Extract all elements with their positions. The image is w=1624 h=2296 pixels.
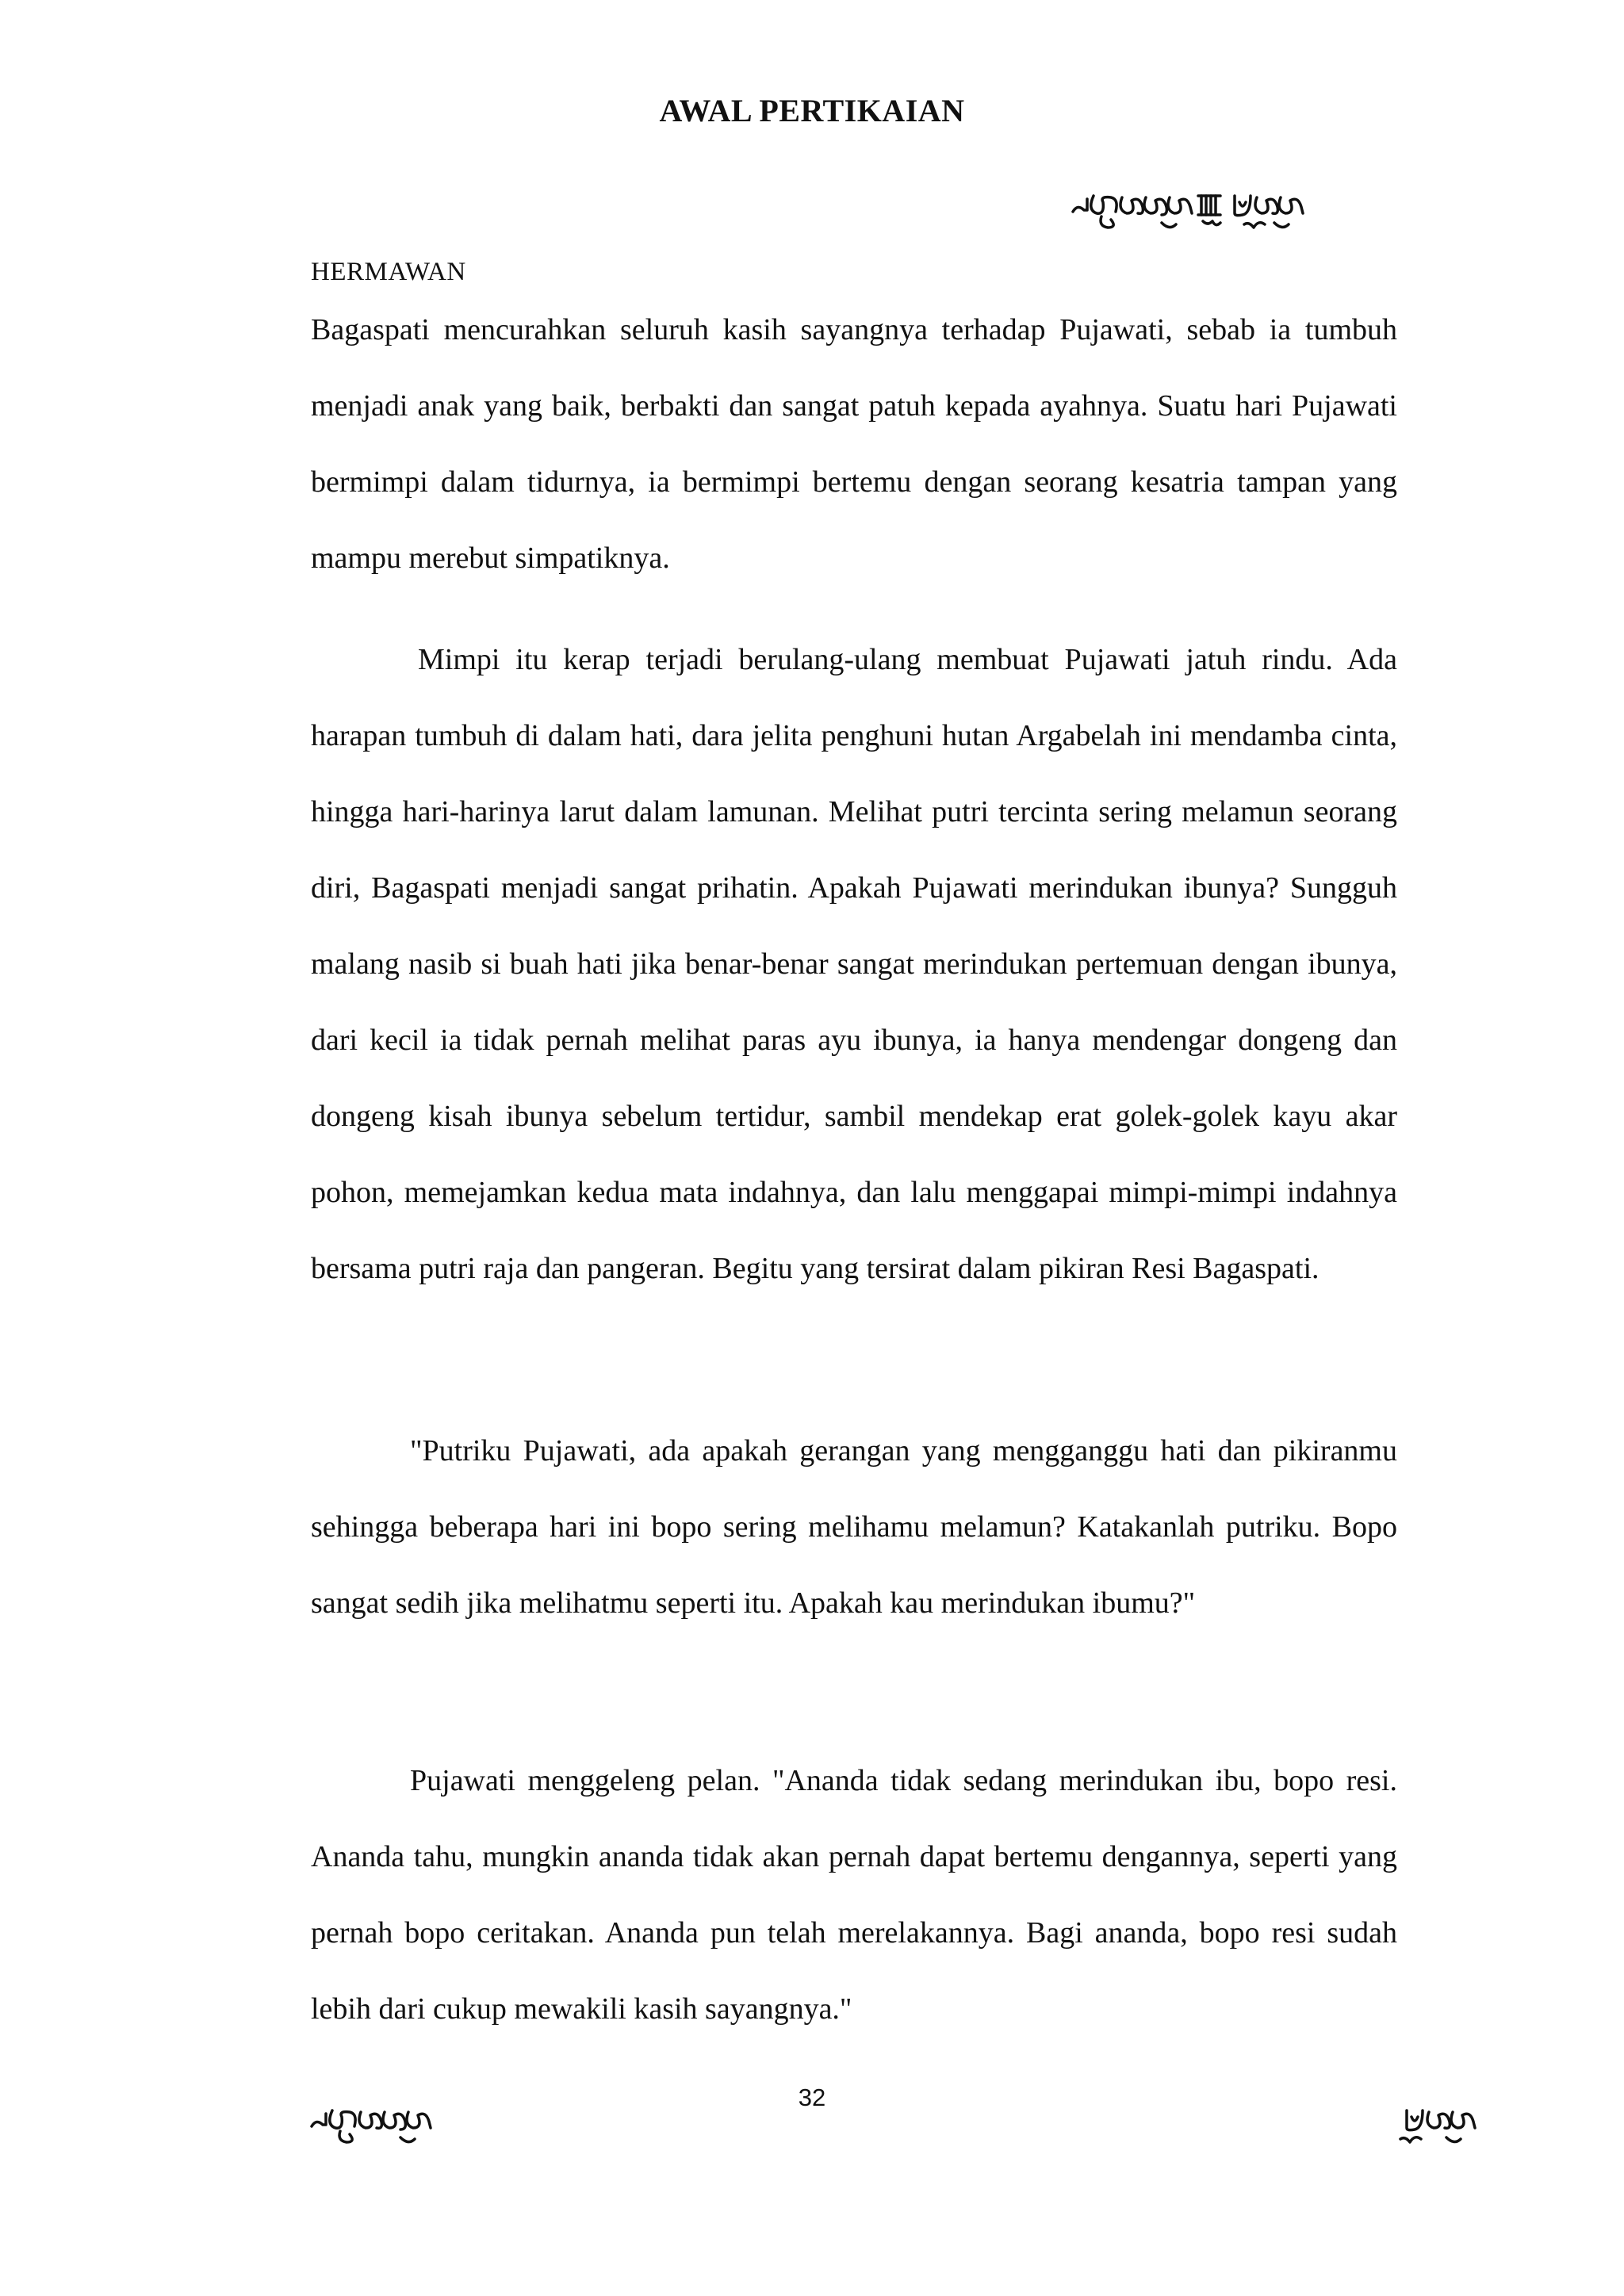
javanese-script-ornament-header xyxy=(1067,178,1384,242)
author-name: HERMAWAN xyxy=(311,258,466,286)
paragraph-4: Pujawati menggeleng pelan. "Ananda tidak sedang merindukan ibu, bopo resi. Ananda tahu, mungkin ananda tidak akan pernah dapat bertemu dengannya, seperti yang pernah bopo ceritakan. Ananda pun telah merelakannya. Bagi ananda, bopo resi sudah lebih dari cukup mewakili kasih sayangnya." xyxy=(311,1764,1397,2026)
paragraph-3: "Putriku Pujawati, ada apakah gerangan yang mengganggu hati dan pikiranmu sehingga beberapa hari ini bopo sering melihamu melamun? Katakanlah putriku. Bopo sangat sedih jika melihatmu seperti itu. Apakah kau merindukan ibumu?" xyxy=(311,1434,1397,1620)
javanese-script-ornament-footer-left xyxy=(305,2093,496,2156)
page-number: 32 xyxy=(798,2084,826,2111)
paragraph-1: Bagaspati mencurahkan seluruh kasih sayangnya terhadap Pujawati, sebab ia tumbuh menjadi anak yang baik, berbakti dan sangat patuh kepada ayahnya. Suatu hari Pujawati bermimpi dalam tidurnya, ia bermimpi bertemu dengan seorang kesatria tampan yang mampu merebut simpatiknya. xyxy=(311,313,1397,575)
javanese-script-ornament-footer-right xyxy=(1396,2093,1554,2156)
paragraph-2: Mimpi itu kerap terjadi berulang-ulang membuat Pujawati jatuh rindu. Ada harapan tumbuh di dalam hati, dara jelita penghuni hutan Argabelah ini mendamba cinta, hingga hari-harinya larut dalam lamunan. Melihat putri tercinta sering melamun seorang diri, Bagaspati menjadi sangat prihatin. Apakah Pujawati merindukan ibunya? Sungguh malang nasib si buah hati jika benar-benar sangat merindukan pertemuan dengan ibunya, dari kecil ia tidak pernah melihat paras ayu ibunya, ia hanya mendengar dongeng dan dongeng kisah ibunya sebelum tertidur, sambil mendekap erat golek-golek kayu akar pohon, memejamkan kedua mata indahnya, dan lalu menggapai mimpi-mimpi indahnya bersama putri raja dan pangeran. Begitu yang tersirat dalam pikiran Resi Bagaspati. xyxy=(311,643,1397,1285)
chapter-title: AWAL PERTIKAIAN xyxy=(659,93,965,128)
